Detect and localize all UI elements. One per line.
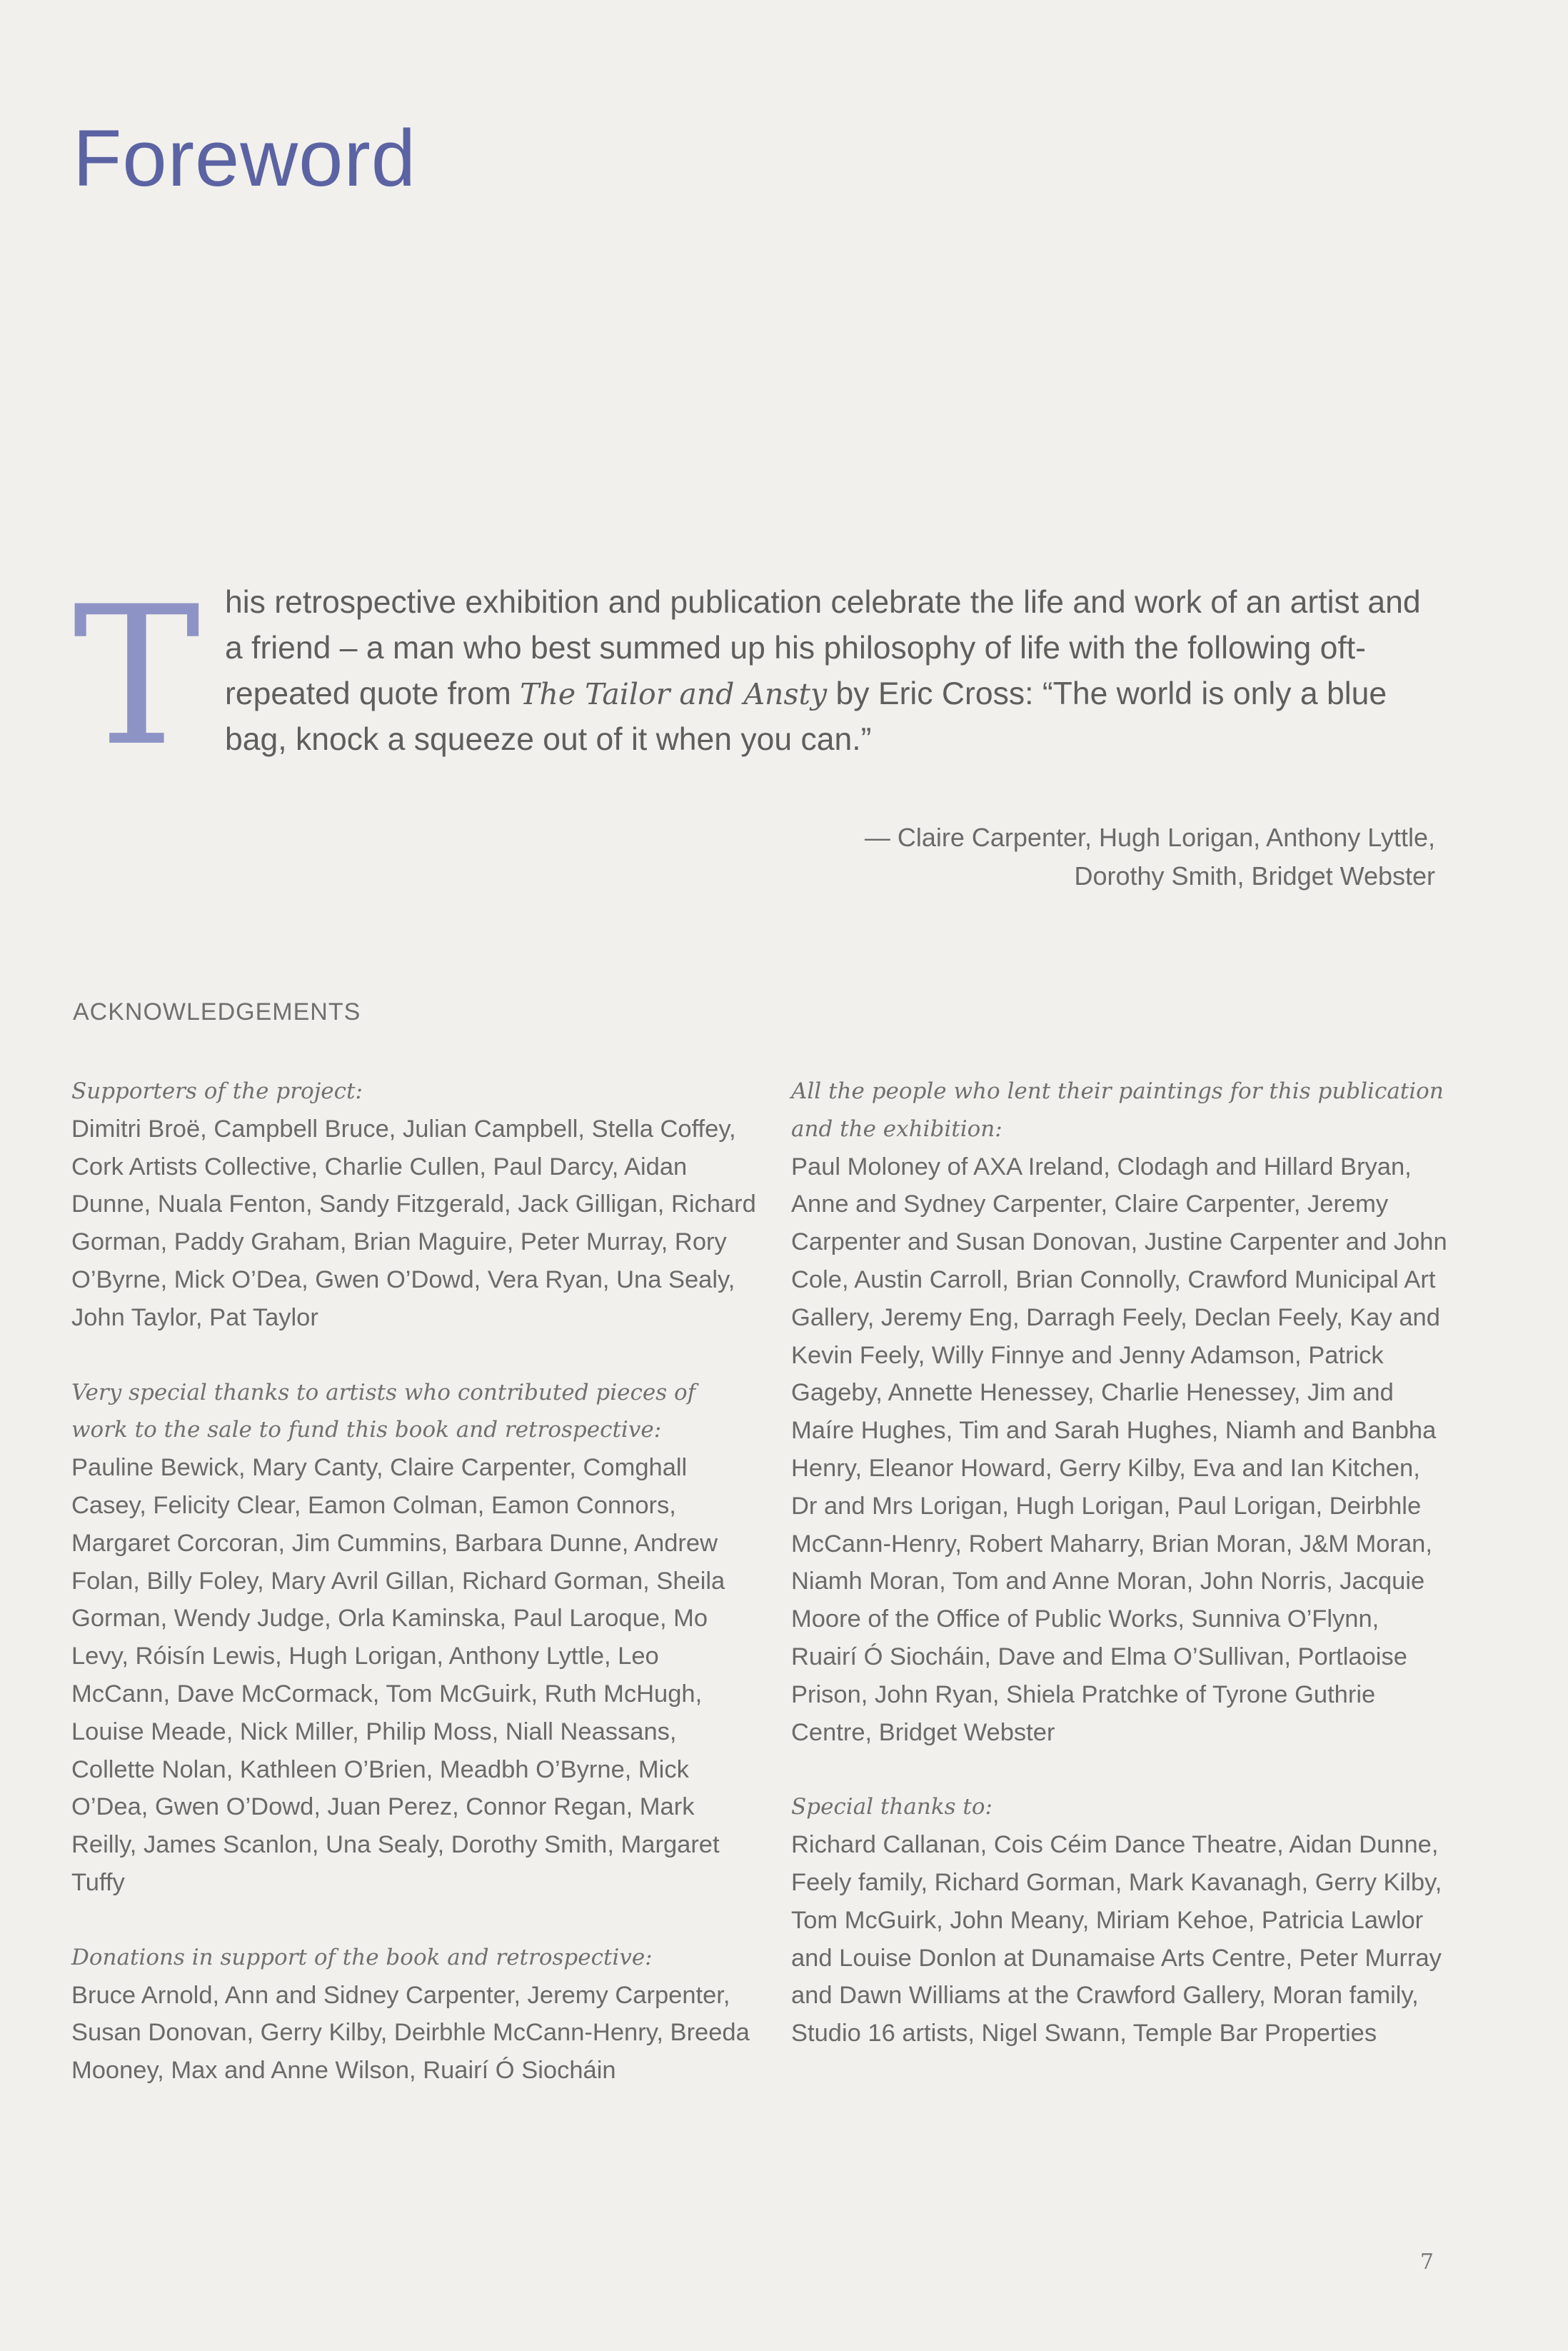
section-body: Paul Moloney of AXA Ireland, Clodagh and Hillard Bryan, Anne and Sydney Carpenter, Claire Carpenter, Jeremy Carpenter and Susan Donovan, Justine Carpenter and John Cole, Austin Carroll, Brian Connolly, Crawford Municipal Art Gallery, Jeremy Eng, Darragh Feely, Declan Feely, Kay and Kevin Feely, Willy Finnye and Jenny Adamson, Patrick Gageby, Annette Henessey, Charlie Henessey, Jim and Maíre Hughes, Tim and Sarah Hughes, Niamh and Banbha Henry, Eleanor Howard, Gerry Kilby, Eva and Ian Kitchen, Dr and Mrs Lorigan, Hugh Lorigan, Paul Lorigan, Deirbhle McCann-Henry, Robert Maharry, Brian Moran, J&M Moran, Niamh Moran, Tom and Anne Moran, John Norris, Jacquie Moore of the Office of Public Works, Sunniva O’Flynn, Ruairí Ó Siocháin, Dave and Elma O’Sullivan, Portlaoise Prison, John Ryan, Shiela Pratchke of Tyrone Guthrie Centre, Bridget Webster xyxy=(791,1153,1447,1746)
section-intro: Very special thanks to artists who contributed pieces of work to the sale to fund this book and retrospective: xyxy=(71,1379,696,1443)
section-body: Richard Callanan, Cois Céim Dance Theatre, Aidan Dunne, Feely family, Richard Gorman, Mark Kavanagh, Gerry Kilby, Tom McGuirk, John Meany, Miriam Kehoe, Patricia Lawlor and Louise Donlon at Dunamaise Arts Centre, Peter Murray and Dawn Williams at the Crawford Gallery, Moran family, Studio 16 artists, Nigel Swann, Temple Bar Properties xyxy=(791,1831,1442,2047)
acknowledgements-heading: ACKNOWLEDGEMENTS xyxy=(73,998,361,1026)
ack-section-donations xyxy=(71,1939,757,2090)
section-intro: Special thanks to: xyxy=(791,1794,992,1820)
section-body: Bruce Arnold, Ann and Sidney Carpenter, Jeremy Carpenter, Susan Donovan, Gerry Kilby, Deirbhle McCann-Henry, Breeda Mooney, Max and Anne Wilson, Ruairí Ó Siocháin xyxy=(71,1981,750,2085)
page-number: 7 xyxy=(1419,2250,1434,2275)
foreword-signature xyxy=(865,818,1435,896)
page-title: Foreword xyxy=(73,114,417,203)
section-body: Dimitri Broë, Campbell Bruce, Julian Campbell, Stella Coffey, Cork Artists Collective, Charlie Cullen, Paul Darcy, Aidan Dunne, Nuala Fenton, Sandy Fitzgerald, Jack Gilligan, Richard Gorman, Paddy Graham, Brian Maguire, Peter Murray, Rory O’Byrne, Mick O’Dea, Gwen O’Dowd, Vera Ryan, Una Sealy, John Taylor, Pat Taylor xyxy=(71,1115,756,1331)
intro-text-after: by Eric Cross: “The world is only a blue bag, knock a squeeze out of it when you can.” xyxy=(225,676,1387,757)
signature-line-2: Dorothy Smith, Bridget Webster xyxy=(1074,861,1435,891)
section-intro: All the people who lent their paintings for this publication and the exhibition: xyxy=(791,1078,1444,1142)
acknowledgements-left-column xyxy=(71,1073,757,2127)
intro-text-before: his retrospective exhibition and publication celebrate the life and work of an artist and a friend – a man who best summed up his philosophy of life with the following oft-repeated quote from xyxy=(225,585,1421,711)
section-intro: Donations in support of the book and retrospective: xyxy=(71,1944,653,1970)
section-intro: Supporters of the project: xyxy=(71,1078,363,1104)
signature-line-1: — Claire Carpenter, Hugh Lorigan, Anthony Lyttle, xyxy=(864,823,1435,852)
section-body: Pauline Bewick, Mary Canty, Claire Carpenter, Comghall Casey, Felicity Clear, Eamon Colman, Eamon Connors, Margaret Corcoran, Jim Cummins, Barbara Dunne, Andrew Folan, Billy Foley, Mary Avril Gillan, Richard Gorman, Sheila Gorman, Wendy Judge, Orla Kaminska, Paul Laroque, Mo Levy, Róisín Lewis, Hugh Lorigan, Anthony Lyttle, Leo McCann, Dave McCormack, Tom McGuirk, Ruth McHugh, Louise Meade, Nick Miller, Philip Moss, Niall Neassans, Collette Nolan, Kathleen O’Brien, Meadbh O’Byrne, Mick O’Dea, Gwen O’Dowd, Juan Perez, Connor Regan, Mark Reilly, James Scanlon, Una Sealy, Dorothy Smith, Margaret Tuffy xyxy=(71,1454,725,1896)
drop-cap: T xyxy=(73,566,201,788)
acknowledgements-right-column xyxy=(791,1073,1448,2090)
intro-paragraph xyxy=(73,566,1437,788)
ack-section-contributing-artists xyxy=(71,1374,757,1902)
intro-text xyxy=(225,580,1437,763)
ack-section-lenders xyxy=(791,1073,1448,1751)
ack-section-special-thanks xyxy=(791,1788,1448,2052)
book-title: The Tailor and Ansty xyxy=(520,677,828,711)
ack-section-supporters xyxy=(71,1073,757,1337)
